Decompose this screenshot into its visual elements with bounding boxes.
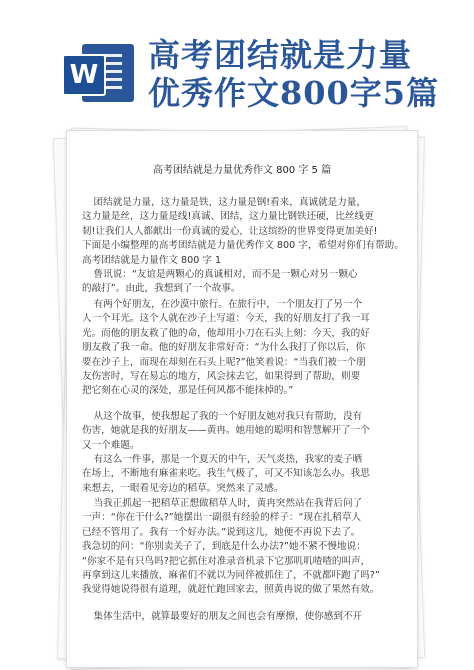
paragraph-line: 在场上，不断地有麻雀来吃。我生气极了，可又不知该怎么办。我思 xyxy=(82,468,370,480)
paragraph-line: 朋友救了我一命。他的好朋友非常好奇：“为什么我打了你以后，你 xyxy=(82,342,366,354)
word-icon xyxy=(60,40,136,104)
paragraph-line: 鲁讯说：“友谊是两颗心的真诚相对，而不是一颗心对另一颗心 xyxy=(93,269,358,280)
paragraph-line: 这力量是丝，这力量是线!真诚、团结，这力量比钢铁还硬，比丝线更 xyxy=(82,211,374,223)
paragraph-line: 光。而他的朋友救了他的命，他却用小刀在石头上刻：今天，我的好 xyxy=(82,327,370,339)
paragraph-line: 把它刻在心灵的深处，那是任何风都不能抹掉的。” xyxy=(82,385,294,397)
paragraph-line: 一声：“你在干什么?”她摆出一副很有经验的样子：“现在扎稻草人 xyxy=(82,512,362,524)
document-title: 高考团结就是力量优秀作文 800 字 5 篇 xyxy=(152,165,332,176)
paragraph-line: “你家不是有只鸟吗?把它抓住对准录音机录下它那叽叽喳喳的叫声， xyxy=(82,555,371,567)
paragraph-line: 团结就是力量，这力量是铁，这力量是钢!看来，真诚就是力量， xyxy=(93,197,366,208)
document-paragraph xyxy=(82,298,394,399)
paragraph-line: 已经不管用了。我有一个好办法。”说到这儿，她便不再说下去了。 xyxy=(82,526,361,538)
paragraph-line: 有这么一件事，那是一个夏天的中午，天气炎热，我家的麦子晒 xyxy=(93,454,363,465)
paragraph-line: 我急切的问：“你别卖关子了，到底是什么办法?”她不紧不慢地说： xyxy=(82,541,366,553)
paragraph-line: 再拿到这儿来播放，麻雀们不就以为同伴被抓住了，不就都吓跑了吗?” xyxy=(82,570,380,582)
banner-title-line-1: 高考团结就是力量 xyxy=(148,36,413,74)
paragraph-line: 我觉得她说得很有道理，就赶忙跑回家去，照黄冉说的做了果然有效。 xyxy=(82,584,380,596)
document-paragraph xyxy=(82,268,394,297)
document-paragraph xyxy=(82,196,404,268)
word-letter: W xyxy=(62,54,106,96)
document-paragraph xyxy=(82,410,394,453)
paragraph-line: 下面是小编整理的高考团结就是力量优秀作文 800 字，希望对你们有帮助。 xyxy=(82,240,404,252)
banner-title-line-2: 优秀作文800字5篇 xyxy=(148,74,440,112)
paragraph-line: 高考团结就是力量作文 800 字 1 xyxy=(82,254,222,266)
paragraph-line: 有两个好朋友，在沙漠中旅行。在旅行中，一个朋友打了另一个 xyxy=(93,299,363,310)
paragraph-line: 当我正抓起一把稻草正想做稻草人时，黄冉突然站在我背后问了 xyxy=(93,498,363,509)
document-paragraph xyxy=(82,497,394,598)
paragraph-line: 要在沙子上，而现在却刻在石头上呢?”他笑着说：“当我们被一个朋 xyxy=(82,356,366,368)
paragraph-line: 伤害，她就是我的好朋友——黄冉。她用她的聪明和智慧解开了一个 xyxy=(82,425,370,437)
document-paragraph xyxy=(82,610,394,624)
paragraph-line: 的敲打”。由此，我想到了一个故事。 xyxy=(82,283,241,295)
paragraph-line: 来想去，一眼看见旁边的稻草。突然来了灵感。 xyxy=(82,482,284,494)
paragraph-line: 韧!让我们人人都献出一份真诚的爱心，让这缤纷的世界变得更加美好! xyxy=(82,225,378,237)
paragraph-line: 又一个难题。 xyxy=(82,439,140,451)
document-paragraph xyxy=(82,453,394,496)
banner xyxy=(0,0,474,120)
paragraph-line: 友伤害时，写在易忘的地方，风会抹去它，如果得到了帮助，则要 xyxy=(82,371,361,383)
paragraph-line: 从这个故事，使我想起了我的一个好朋友她对我只有帮助，没有 xyxy=(93,411,363,422)
paragraph-line: 人一个耳光。这个人就在沙子上写道：今天，我的好朋友打了我一耳 xyxy=(82,313,370,325)
paragraph-line: 集体生活中，就算最要好的朋友之间也会有摩擦，使你感到不开 xyxy=(93,611,363,622)
